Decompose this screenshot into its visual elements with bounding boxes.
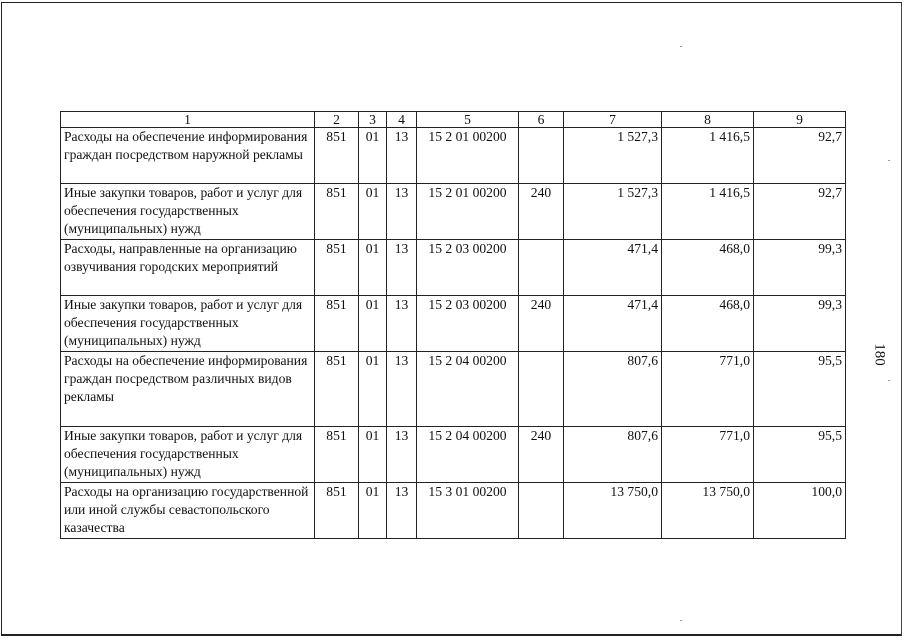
- ministry-code-cell: 851: [315, 296, 359, 352]
- ministry-code-cell: 851: [315, 427, 359, 483]
- header-cell: 1: [61, 112, 315, 128]
- target-article-cell: 15 2 01 00200: [417, 184, 519, 240]
- expense-name-cell: Иные закупки товаров, работ и услуг для обеспечения государственных (муниципальных) нужд: [61, 427, 315, 483]
- section-code-cell: 01: [359, 483, 387, 539]
- section-code-cell: 01: [359, 128, 387, 184]
- amount-cell: 807,6: [564, 427, 662, 483]
- subsection-code-cell: 13: [387, 352, 417, 427]
- section-code-cell: 01: [359, 184, 387, 240]
- percent-cell: 100,0: [754, 483, 846, 539]
- table-row: [61, 296, 846, 352]
- scan-speck: [888, 160, 890, 161]
- expense-name-cell: Расходы на организацию государственной или иной службы севастопольского казачества: [61, 483, 315, 539]
- header-cell: 5: [417, 112, 519, 128]
- header-cell: 8: [662, 112, 754, 128]
- expense-name-cell: Расходы, направленные на организацию озвучивания городских мероприятий: [61, 240, 315, 296]
- ministry-code-cell: 851: [315, 352, 359, 427]
- section-code-cell: 01: [359, 352, 387, 427]
- amount-cell: 471,4: [564, 296, 662, 352]
- amount-cell: 1 416,5: [662, 128, 754, 184]
- target-article-cell: 15 2 03 00200: [417, 240, 519, 296]
- percent-cell: 92,7: [754, 128, 846, 184]
- amount-cell: 471,4: [564, 240, 662, 296]
- expense-type-cell: [519, 352, 564, 427]
- header-cell: 6: [519, 112, 564, 128]
- table-row: [61, 483, 846, 539]
- amount-cell: 13 750,0: [564, 483, 662, 539]
- expense-type-cell: [519, 240, 564, 296]
- section-code-cell: 01: [359, 296, 387, 352]
- header-cell: 3: [359, 112, 387, 128]
- amount-cell: 468,0: [662, 296, 754, 352]
- header-cell: 9: [754, 112, 846, 128]
- expense-name-cell: Иные закупки товаров, работ и услуг для обеспечения государственных (муниципальных) нужд: [61, 184, 315, 240]
- subsection-code-cell: 13: [387, 427, 417, 483]
- expense-name-cell: Иные закупки товаров, работ и услуг для обеспечения государственных (муниципальных) нужд: [61, 296, 315, 352]
- subsection-code-cell: 13: [387, 483, 417, 539]
- scan-speck: [680, 620, 682, 621]
- budget-table: [60, 111, 846, 539]
- percent-cell: 99,3: [754, 296, 846, 352]
- subsection-code-cell: 13: [387, 296, 417, 352]
- target-article-cell: 15 2 04 00200: [417, 427, 519, 483]
- table-header-row: [61, 112, 846, 128]
- ministry-code-cell: 851: [315, 184, 359, 240]
- target-article-cell: 15 2 04 00200: [417, 352, 519, 427]
- expense-type-cell: [519, 483, 564, 539]
- percent-cell: 95,5: [754, 352, 846, 427]
- percent-cell: 92,7: [754, 184, 846, 240]
- ministry-code-cell: 851: [315, 128, 359, 184]
- target-article-cell: 15 2 01 00200: [417, 128, 519, 184]
- section-code-cell: 01: [359, 427, 387, 483]
- table-row: [61, 427, 846, 483]
- section-code-cell: 01: [359, 240, 387, 296]
- page-number: 180: [871, 343, 888, 366]
- amount-cell: 13 750,0: [662, 483, 754, 539]
- expense-type-cell: 240: [519, 184, 564, 240]
- expense-type-cell: 240: [519, 296, 564, 352]
- expense-name-cell: Расходы на обеспечение информирования граждан посредством различных видов рекламы: [61, 352, 315, 427]
- table-row: [61, 128, 846, 184]
- header-cell: 4: [387, 112, 417, 128]
- expense-name-cell: Расходы на обеспечение информирования граждан посредством наружной рекламы: [61, 128, 315, 184]
- amount-cell: 1 416,5: [662, 184, 754, 240]
- scan-speck: [888, 380, 890, 381]
- amount-cell: 807,6: [564, 352, 662, 427]
- percent-cell: 95,5: [754, 427, 846, 483]
- expense-type-cell: [519, 128, 564, 184]
- ministry-code-cell: 851: [315, 483, 359, 539]
- target-article-cell: 15 3 01 00200: [417, 483, 519, 539]
- table-row: [61, 184, 846, 240]
- amount-cell: 771,0: [662, 427, 754, 483]
- subsection-code-cell: 13: [387, 240, 417, 296]
- table-row: [61, 240, 846, 296]
- amount-cell: 468,0: [662, 240, 754, 296]
- amount-cell: 771,0: [662, 352, 754, 427]
- amount-cell: 1 527,3: [564, 128, 662, 184]
- amount-cell: 1 527,3: [564, 184, 662, 240]
- header-cell: 2: [315, 112, 359, 128]
- percent-cell: 99,3: [754, 240, 846, 296]
- ministry-code-cell: 851: [315, 240, 359, 296]
- subsection-code-cell: 13: [387, 184, 417, 240]
- scan-speck: [680, 46, 682, 47]
- header-cell: 7: [564, 112, 662, 128]
- target-article-cell: 15 2 03 00200: [417, 296, 519, 352]
- expense-type-cell: 240: [519, 427, 564, 483]
- subsection-code-cell: 13: [387, 128, 417, 184]
- table-row: [61, 352, 846, 427]
